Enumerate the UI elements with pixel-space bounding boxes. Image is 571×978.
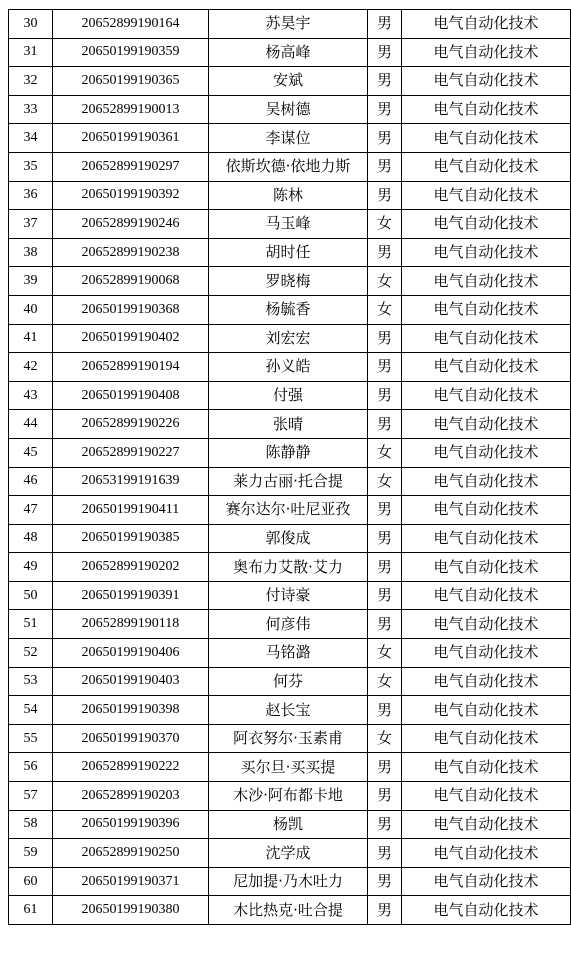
row-number-cell: 50 (9, 581, 53, 610)
table-row (9, 152, 571, 181)
row-number-cell: 39 (9, 267, 53, 296)
student-id-cell: 20650199190380 (53, 896, 209, 925)
student-name-cell: 孙义皓 (209, 353, 368, 382)
student-name-cell: 罗晓梅 (209, 267, 368, 296)
student-name-cell: 吴树德 (209, 95, 368, 124)
major-cell: 电气自动化技术 (402, 896, 571, 925)
table-row (9, 524, 571, 553)
student-id-cell: 20652899190238 (53, 238, 209, 267)
student-name-cell: 赛尔达尔·吐尼亚孜 (209, 496, 368, 525)
student-name-cell: 依斯坎德·依地力斯 (209, 152, 368, 181)
student-name-cell: 马铭潞 (209, 639, 368, 668)
table-row (9, 553, 571, 582)
gender-cell: 男 (368, 238, 402, 267)
row-number-cell: 47 (9, 496, 53, 525)
student-name-cell: 张晴 (209, 410, 368, 439)
gender-cell: 男 (368, 10, 402, 39)
row-number-cell: 46 (9, 467, 53, 496)
student-name-cell: 付诗豪 (209, 581, 368, 610)
table-row (9, 810, 571, 839)
row-number-cell: 48 (9, 524, 53, 553)
roster-body (9, 10, 571, 925)
student-id-cell: 20650199190403 (53, 667, 209, 696)
student-name-cell: 胡时任 (209, 238, 368, 267)
student-name-cell: 杨高峰 (209, 38, 368, 67)
row-number-cell: 30 (9, 10, 53, 39)
major-cell: 电气自动化技术 (402, 95, 571, 124)
gender-cell: 男 (368, 839, 402, 868)
student-name-cell: 阿衣努尔·玉素甫 (209, 724, 368, 753)
gender-cell: 女 (368, 210, 402, 239)
row-number-cell: 52 (9, 639, 53, 668)
major-cell: 电气自动化技术 (402, 381, 571, 410)
table-row (9, 238, 571, 267)
major-cell: 电气自动化技术 (402, 696, 571, 725)
gender-cell: 男 (368, 181, 402, 210)
gender-cell: 男 (368, 581, 402, 610)
row-number-cell: 53 (9, 667, 53, 696)
row-number-cell: 58 (9, 810, 53, 839)
row-number-cell: 43 (9, 381, 53, 410)
student-roster-table (8, 9, 571, 925)
table-row (9, 67, 571, 96)
major-cell: 电气自动化技术 (402, 210, 571, 239)
major-cell: 电气自动化技术 (402, 295, 571, 324)
table-row (9, 295, 571, 324)
major-cell: 电气自动化技术 (402, 267, 571, 296)
student-name-cell: 尼加提·乃木吐力 (209, 867, 368, 896)
gender-cell: 男 (368, 324, 402, 353)
gender-cell: 男 (368, 696, 402, 725)
major-cell: 电气自动化技术 (402, 553, 571, 582)
row-number-cell: 56 (9, 753, 53, 782)
major-cell: 电气自动化技术 (402, 581, 571, 610)
table-row (9, 10, 571, 39)
major-cell: 电气自动化技术 (402, 152, 571, 181)
row-number-cell: 61 (9, 896, 53, 925)
major-cell: 电气自动化技术 (402, 524, 571, 553)
major-cell: 电气自动化技术 (402, 238, 571, 267)
row-number-cell: 42 (9, 353, 53, 382)
gender-cell: 男 (368, 867, 402, 896)
gender-cell: 男 (368, 610, 402, 639)
student-id-cell: 20650199190391 (53, 581, 209, 610)
student-name-cell: 陈静静 (209, 438, 368, 467)
table-row (9, 867, 571, 896)
row-number-cell: 51 (9, 610, 53, 639)
student-id-cell: 20652899190297 (53, 152, 209, 181)
table-row (9, 181, 571, 210)
table-row (9, 639, 571, 668)
student-id-cell: 20652899190246 (53, 210, 209, 239)
row-number-cell: 40 (9, 295, 53, 324)
student-id-cell: 20653199191639 (53, 467, 209, 496)
table-row (9, 724, 571, 753)
gender-cell: 男 (368, 782, 402, 811)
major-cell: 电气自动化技术 (402, 467, 571, 496)
table-row (9, 753, 571, 782)
table-row (9, 324, 571, 353)
table-row (9, 839, 571, 868)
major-cell: 电气自动化技术 (402, 496, 571, 525)
gender-cell: 女 (368, 639, 402, 668)
gender-cell: 男 (368, 524, 402, 553)
table-row (9, 38, 571, 67)
student-id-cell: 20650199190368 (53, 295, 209, 324)
row-number-cell: 31 (9, 38, 53, 67)
row-number-cell: 60 (9, 867, 53, 896)
gender-cell: 女 (368, 724, 402, 753)
major-cell: 电气自动化技术 (402, 639, 571, 668)
gender-cell: 男 (368, 896, 402, 925)
major-cell: 电气自动化技术 (402, 353, 571, 382)
row-number-cell: 37 (9, 210, 53, 239)
major-cell: 电气自动化技术 (402, 724, 571, 753)
student-id-cell: 20650199190408 (53, 381, 209, 410)
student-name-cell: 买尔旦·买买提 (209, 753, 368, 782)
student-id-cell: 20652899190164 (53, 10, 209, 39)
student-name-cell: 杨凯 (209, 810, 368, 839)
student-name-cell: 赵长宝 (209, 696, 368, 725)
major-cell: 电气自动化技术 (402, 753, 571, 782)
gender-cell: 男 (368, 553, 402, 582)
row-number-cell: 45 (9, 438, 53, 467)
student-id-cell: 20652899190118 (53, 610, 209, 639)
table-row (9, 381, 571, 410)
gender-cell: 男 (368, 353, 402, 382)
gender-cell: 男 (368, 410, 402, 439)
student-id-cell: 20650199190365 (53, 67, 209, 96)
student-id-cell: 20650199190361 (53, 124, 209, 153)
table-row (9, 410, 571, 439)
row-number-cell: 35 (9, 152, 53, 181)
student-id-cell: 20650199190370 (53, 724, 209, 753)
row-number-cell: 36 (9, 181, 53, 210)
major-cell: 电气自动化技术 (402, 610, 571, 639)
row-number-cell: 54 (9, 696, 53, 725)
major-cell: 电气自动化技术 (402, 38, 571, 67)
student-id-cell: 20652899190203 (53, 782, 209, 811)
student-id-cell: 20652899190250 (53, 839, 209, 868)
row-number-cell: 41 (9, 324, 53, 353)
major-cell: 电气自动化技术 (402, 410, 571, 439)
row-number-cell: 49 (9, 553, 53, 582)
gender-cell: 男 (368, 381, 402, 410)
table-row (9, 210, 571, 239)
gender-cell: 女 (368, 295, 402, 324)
table-row (9, 124, 571, 153)
gender-cell: 男 (368, 753, 402, 782)
gender-cell: 男 (368, 124, 402, 153)
row-number-cell: 38 (9, 238, 53, 267)
student-id-cell: 20652899190222 (53, 753, 209, 782)
gender-cell: 男 (368, 95, 402, 124)
student-id-cell: 20652899190068 (53, 267, 209, 296)
student-name-cell: 何芬 (209, 667, 368, 696)
row-number-cell: 59 (9, 839, 53, 868)
gender-cell: 男 (368, 38, 402, 67)
student-id-cell: 20650199190398 (53, 696, 209, 725)
row-number-cell: 55 (9, 724, 53, 753)
student-id-cell: 20650199190402 (53, 324, 209, 353)
student-id-cell: 20650199190396 (53, 810, 209, 839)
student-name-cell: 李谋位 (209, 124, 368, 153)
student-id-cell: 20652899190202 (53, 553, 209, 582)
major-cell: 电气自动化技术 (402, 839, 571, 868)
student-name-cell: 杨毓香 (209, 295, 368, 324)
major-cell: 电气自动化技术 (402, 324, 571, 353)
student-name-cell: 付强 (209, 381, 368, 410)
row-number-cell: 33 (9, 95, 53, 124)
major-cell: 电气自动化技术 (402, 10, 571, 39)
table-row (9, 581, 571, 610)
major-cell: 电气自动化技术 (402, 181, 571, 210)
gender-cell: 男 (368, 496, 402, 525)
student-id-cell: 20650199190385 (53, 524, 209, 553)
student-id-cell: 20650199190392 (53, 181, 209, 210)
student-id-cell: 20650199190411 (53, 496, 209, 525)
student-name-cell: 沈学成 (209, 839, 368, 868)
student-name-cell: 刘宏宏 (209, 324, 368, 353)
student-id-cell: 20650199190359 (53, 38, 209, 67)
student-name-cell: 苏昊宇 (209, 10, 368, 39)
student-name-cell: 莱力古丽·托合提 (209, 467, 368, 496)
table-row (9, 496, 571, 525)
student-name-cell: 何彦伟 (209, 610, 368, 639)
student-id-cell: 20652899190226 (53, 410, 209, 439)
gender-cell: 男 (368, 810, 402, 839)
gender-cell: 男 (368, 152, 402, 181)
major-cell: 电气自动化技术 (402, 667, 571, 696)
student-id-cell: 20650199190406 (53, 639, 209, 668)
row-number-cell: 57 (9, 782, 53, 811)
student-name-cell: 马玉峰 (209, 210, 368, 239)
row-number-cell: 32 (9, 67, 53, 96)
table-row (9, 438, 571, 467)
major-cell: 电气自动化技术 (402, 438, 571, 467)
student-id-cell: 20652899190227 (53, 438, 209, 467)
student-name-cell: 奥布力艾散·艾力 (209, 553, 368, 582)
row-number-cell: 34 (9, 124, 53, 153)
gender-cell: 男 (368, 67, 402, 96)
student-name-cell: 安斌 (209, 67, 368, 96)
row-number-cell: 44 (9, 410, 53, 439)
major-cell: 电气自动化技术 (402, 124, 571, 153)
table-row (9, 696, 571, 725)
major-cell: 电气自动化技术 (402, 67, 571, 96)
table-row (9, 667, 571, 696)
student-id-cell: 20650199190371 (53, 867, 209, 896)
gender-cell: 女 (368, 667, 402, 696)
major-cell: 电气自动化技术 (402, 782, 571, 811)
student-id-cell: 20652899190194 (53, 353, 209, 382)
student-name-cell: 木比热克·吐合提 (209, 896, 368, 925)
table-row (9, 267, 571, 296)
major-cell: 电气自动化技术 (402, 867, 571, 896)
student-name-cell: 郭俊成 (209, 524, 368, 553)
gender-cell: 女 (368, 467, 402, 496)
student-name-cell: 木沙·阿布都卡地 (209, 782, 368, 811)
table-row (9, 782, 571, 811)
gender-cell: 女 (368, 267, 402, 296)
table-row (9, 353, 571, 382)
table-row (9, 467, 571, 496)
table-row (9, 610, 571, 639)
table-row (9, 896, 571, 925)
student-id-cell: 20652899190013 (53, 95, 209, 124)
major-cell: 电气自动化技术 (402, 810, 571, 839)
table-row (9, 95, 571, 124)
gender-cell: 女 (368, 438, 402, 467)
student-name-cell: 陈林 (209, 181, 368, 210)
